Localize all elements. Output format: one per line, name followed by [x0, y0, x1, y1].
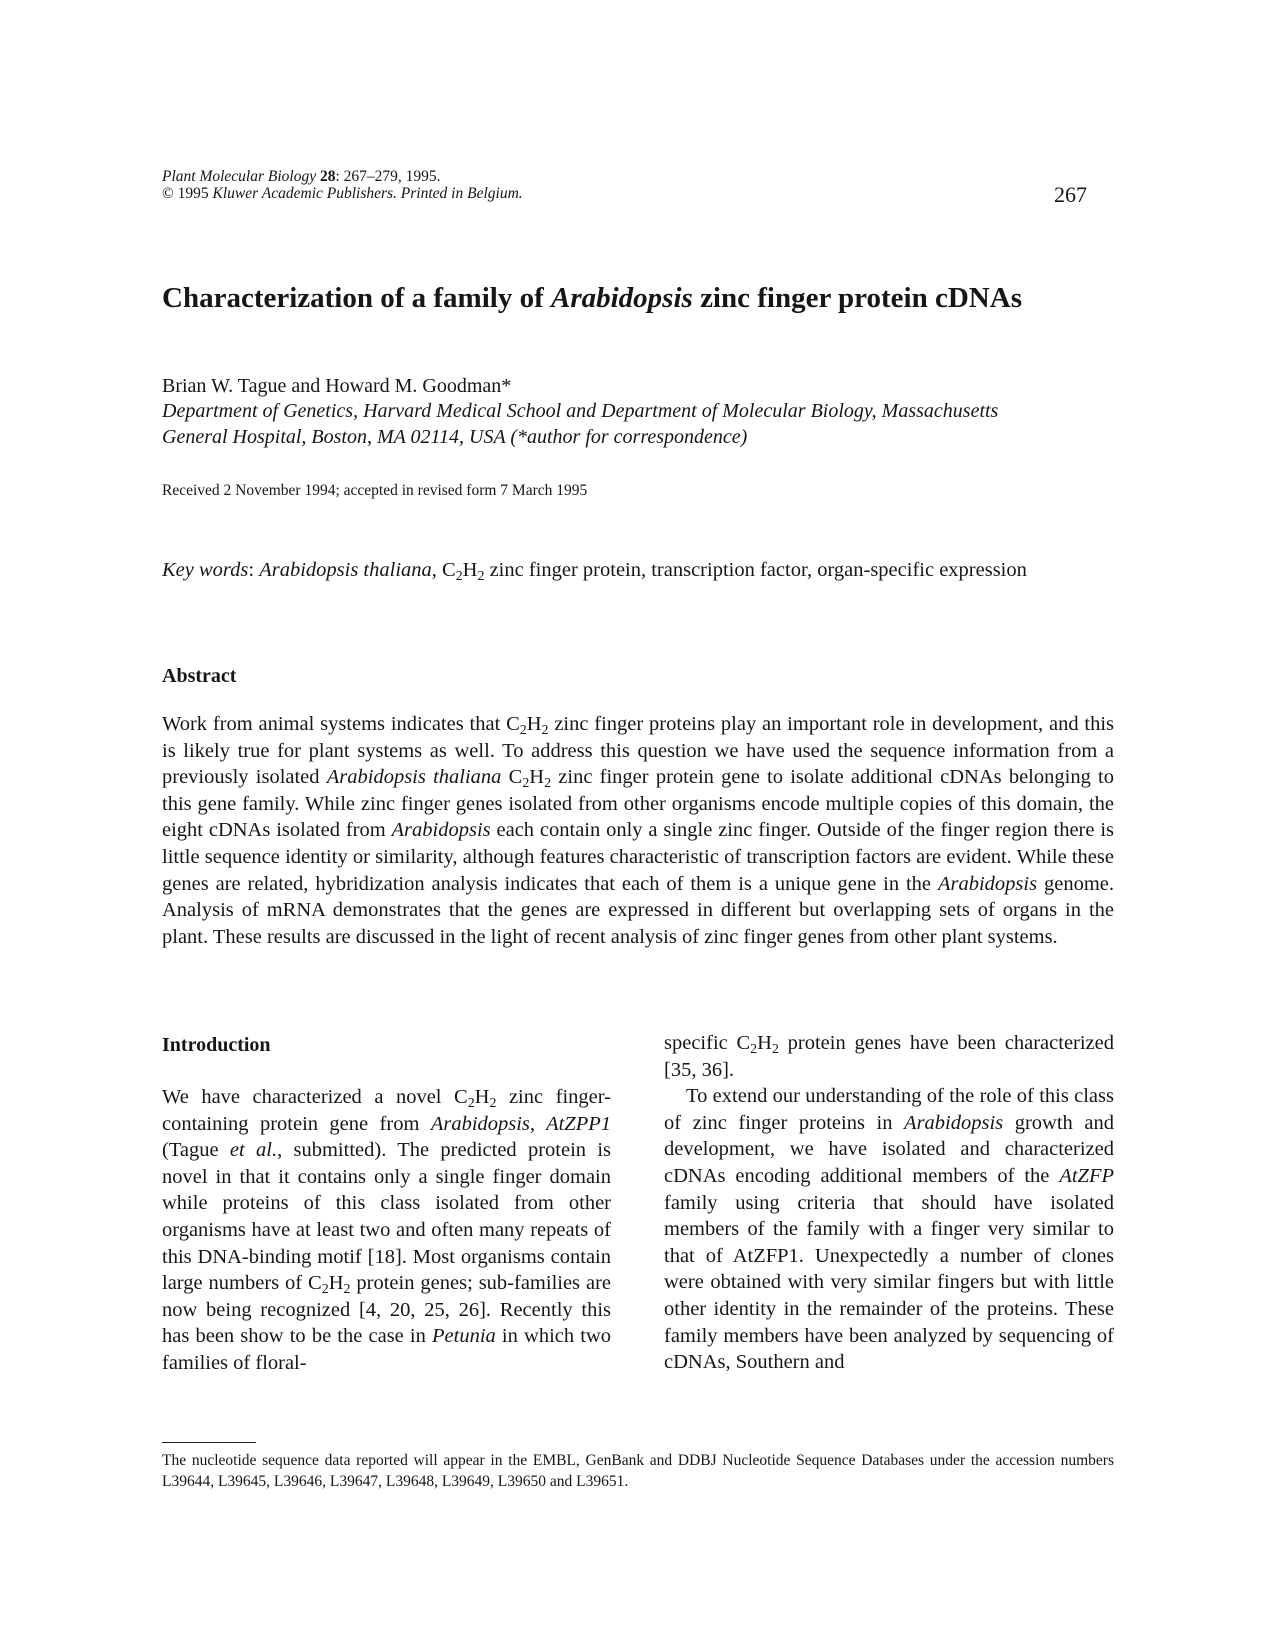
authors: Brian W. Tague and Howard M. Goodman* — [162, 375, 512, 397]
journal-pages-year: : 267–279, 1995. — [335, 168, 441, 185]
subscript: 2 — [750, 1041, 758, 1057]
intro-italic-gene: AtZFP — [1059, 1164, 1114, 1187]
intro-text: specific C — [664, 1032, 751, 1054]
affiliation-line-1: Department of Genetics, Harvard Medical School and Department of Molecular Biology, Massachusetts — [162, 400, 999, 422]
introduction-left-column — [162, 1084, 611, 1377]
subscript: 2 — [522, 776, 530, 792]
publisher: Kluwer Academic Publishers. Printed in Belgium. — [212, 185, 523, 202]
keywords-h-sub: 2 — [477, 568, 485, 584]
intro-text: , submitted). The predicted protein is novel in that it contains only a single finger domain while proteins of this class isolated from other organisms have at least two and often many repeats of this DNA-binding motif [18]. Most organisms contain large numbers of C — [162, 1139, 611, 1295]
abstract-text-11: genome. Analysis of mRNA demonstrates that the genes are expressed in different but overlapping sets of organs in the plant. These results are discussed in the light of recent analysis of zinc finger genes from other plant systems. — [162, 872, 1114, 948]
paper-title — [162, 280, 1112, 316]
affiliation-line-2: General Hospital, Boston, MA 02114, USA (*author for correspondence) — [162, 426, 748, 448]
intro-italic-genus: Petunia — [432, 1325, 496, 1348]
journal-name: Plant Molecular Biology — [162, 168, 317, 185]
copyright-year: 1995 — [177, 185, 209, 202]
copyright-symbol: © — [162, 185, 174, 202]
footnote: The nucleotide sequence data reported will appear in the EMBL, GenBank and DDBJ Nucleotide Sequence Databases under the accession numbers L39644, L39645, L39646, L39647, L39648, L39649, L39650 and L39651. — [162, 1452, 1114, 1490]
abstract-heading: Abstract — [162, 665, 237, 687]
intro-paragraph-2 — [664, 1083, 1114, 1376]
intro-text: H — [328, 1272, 344, 1295]
subscript: 2 — [771, 1041, 779, 1057]
subscript: 2 — [541, 722, 549, 738]
introduction-heading: Introduction — [162, 1034, 271, 1056]
intro-paragraph-1-cont — [664, 1030, 1114, 1083]
journal-line-2 — [162, 185, 523, 202]
abstract-text-7: zinc finger protein gene to isolate additional cDNAs belonging to this gene family. While zinc finger genes isolated from other organisms encode multiple copies of this domain, the eight cDNAs isolated from — [162, 766, 1114, 842]
intro-text: H — [474, 1086, 490, 1108]
intro-text: growth and development, we have isolated and characterized cDNAs encoding additional members of the — [664, 1111, 1114, 1187]
intro-text: protein genes; sub-families are now being recognized [4, 20, 25, 26]. Recently this has been show to be the case in — [162, 1272, 611, 1348]
intro-text: in which two families of floral- — [162, 1325, 612, 1374]
intro-text: protein genes have been characterized [35, 36]. — [664, 1032, 1115, 1081]
intro-text: To extend our understanding of the role of this class of zinc finger proteins in — [664, 1085, 1114, 1134]
intro-text: zinc finger-containing protein gene from — [162, 1086, 611, 1135]
keywords-rest: zinc finger protein, transcription factor, organ-specific expression — [484, 559, 1027, 581]
keywords-label: Key words — [162, 559, 249, 581]
subscript: 2 — [343, 1282, 351, 1298]
intro-italic-etal: et al. — [229, 1139, 278, 1162]
intro-text: (Tague — [162, 1139, 230, 1162]
abstract-text-3: zinc finger proteins play an important role in development, and this is likely true for plant systems as well. To address this question we have used the sequence information from a previously isolated — [162, 713, 1115, 789]
subscript: 2 — [489, 1095, 497, 1111]
abstract-italic-species: Arabidopsis thaliana — [326, 766, 502, 789]
keywords-c-sub: 2 — [455, 568, 463, 584]
keywords-species: Arabidopsis thaliana — [259, 559, 432, 581]
abstract-text-2: H — [526, 713, 542, 735]
journal-citation — [162, 168, 523, 202]
abstract-italic-genus: Arabidopsis — [391, 819, 491, 842]
title-italic: Arabidopsis — [550, 282, 693, 314]
intro-italic-genus: Arabidopsis — [904, 1111, 1004, 1134]
affiliation — [162, 398, 1092, 450]
abstract-text-6: H — [529, 766, 545, 789]
intro-text: We have characterized a novel C — [162, 1086, 468, 1108]
journal-line-1 — [162, 168, 523, 185]
footnote-rule — [162, 1442, 256, 1443]
abstract-text — [162, 711, 1114, 950]
introduction-right-column — [664, 1030, 1114, 1376]
keywords-h: H — [462, 559, 478, 581]
abstract-text-9: each contain only a single zinc finger. Outside of the finger region there is little sequence identity or similarity, although features characteristic of transcription factors are evident. While these genes are related, hybridization analysis indicates that each of them is a unique gene in the — [162, 819, 1114, 895]
intro-paragraph-1 — [162, 1084, 611, 1377]
abstract-italic-genus: Arabidopsis — [937, 872, 1038, 895]
received-dates: Received 2 November 1994; accepted in revised form 7 March 1995 — [162, 482, 588, 499]
abstract-text-5: C — [501, 766, 523, 789]
intro-text: H — [757, 1032, 772, 1054]
keywords-c: C — [442, 559, 456, 581]
journal-volume: 28 — [319, 168, 336, 185]
title-part-2: zinc finger protein cDNAs — [692, 282, 1022, 314]
abstract-text-1: Work from animal systems indicates that C — [162, 713, 520, 735]
subscript: 2 — [519, 722, 527, 738]
intro-text: family using criteria that should have isolated members of the family with a finger very similar to that of AtZFP1. Unexpectedly a number of clones were obtained with very similar fingers but with little other identity in the remainder of the proteins. These family members have been analyzed by sequencing of cDNAs, Southern and — [664, 1191, 1114, 1374]
title-part-1: Characterization of a family of — [162, 282, 551, 314]
keywords: Key words: Arabidopsis thaliana, $C_2H_2$ zinc finger protein, transcription factor, organ-specific expression — [162, 559, 1027, 584]
subscript: 2 — [321, 1282, 329, 1298]
page-number: 267 — [1054, 182, 1087, 207]
subscript: 2 — [467, 1095, 475, 1111]
subscript: 2 — [544, 776, 552, 792]
intro-italic-gene: Arabidopsis, AtZPP1 — [430, 1112, 611, 1135]
